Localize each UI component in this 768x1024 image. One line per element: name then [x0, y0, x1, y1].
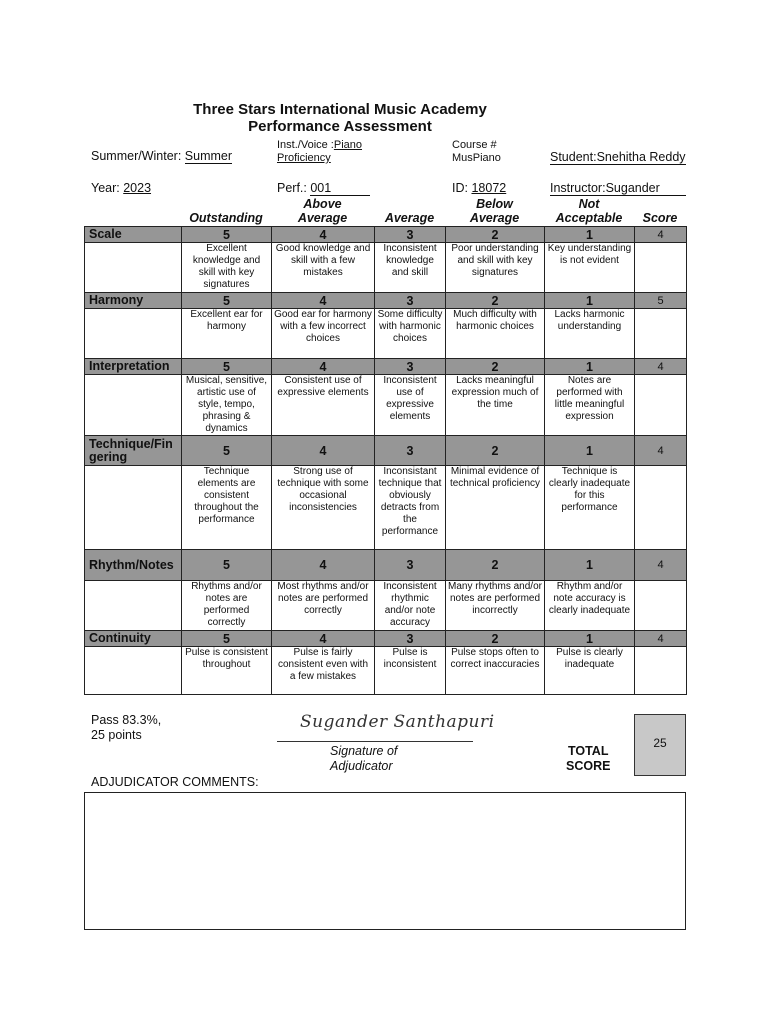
descriptor-below-average: Pulse stops often to correct inaccuracies — [446, 647, 545, 695]
descriptor-average: Pulse is inconsistent — [375, 647, 446, 695]
year-label: Year: — [91, 181, 120, 195]
score-blank — [635, 309, 687, 359]
score-blank — [635, 647, 687, 695]
col-score: Score — [642, 211, 678, 225]
descriptor-below-average: Lacks meaningful expression much of the time — [446, 375, 545, 436]
descriptor-average: Inconsistent knowledge and skill — [375, 243, 446, 293]
student-label: Student: — [550, 150, 597, 164]
points-3: 3 — [375, 227, 446, 243]
course-field — [452, 139, 501, 165]
page-title: Three Stars International Music Academy — [193, 101, 487, 118]
col-outstanding: Outstanding — [189, 211, 263, 225]
score-blank — [635, 243, 687, 293]
result-summary — [91, 713, 161, 743]
points-1: 1 — [545, 550, 635, 581]
points-3: 3 — [375, 436, 446, 466]
points-4: 4 — [272, 436, 375, 466]
category-score: 4 — [635, 227, 687, 243]
instrument-field — [277, 139, 427, 165]
student-field — [550, 150, 686, 165]
category-name: Rhythm/Notes — [85, 550, 182, 581]
category-score: 4 — [635, 359, 687, 375]
descriptor-not-acceptable: Notes are performed with little meaningful expression — [545, 375, 635, 436]
points-1: 1 — [545, 359, 635, 375]
year-value: 2023 — [123, 181, 152, 195]
points-3: 3 — [375, 550, 446, 581]
points-5: 5 — [182, 550, 272, 581]
points-2: 2 — [446, 227, 545, 243]
points-2: 2 — [446, 293, 545, 309]
descriptor-row — [85, 647, 687, 695]
category-row — [85, 550, 687, 581]
total-score-value: 25 — [653, 736, 667, 750]
result-points: 25 points — [91, 728, 142, 742]
signature-line — [277, 741, 473, 742]
descriptor-outstanding: Technique elements are consistent throughout the performance — [182, 466, 272, 550]
category-name: Continuity — [85, 631, 182, 647]
descriptor-blank — [85, 243, 182, 293]
points-4: 4 — [272, 293, 375, 309]
descriptor-above-average: Pulse is fairly consistent even with a few mistakes — [272, 647, 375, 695]
category-row — [85, 631, 687, 647]
season-field — [91, 149, 232, 163]
descriptor-average: Some difficulty with harmonic choices — [375, 309, 446, 359]
descriptor-outstanding: Excellent knowledge and skill with key signatures — [182, 243, 272, 293]
points-1: 1 — [545, 293, 635, 309]
points-4: 4 — [272, 227, 375, 243]
points-4: 4 — [272, 550, 375, 581]
points-4: 4 — [272, 631, 375, 647]
descriptor-row — [85, 243, 687, 293]
comments-text — [85, 793, 685, 801]
descriptor-row — [85, 581, 687, 631]
descriptor-not-acceptable: Technique is clearly inadequate for this performance — [545, 466, 635, 550]
total-score-box — [634, 714, 686, 776]
score-blank — [635, 581, 687, 631]
descriptor-row — [85, 375, 687, 436]
points-2: 2 — [446, 631, 545, 647]
perf-label: Perf.: — [277, 181, 307, 195]
descriptor-not-acceptable: Key understanding is not evident — [545, 243, 635, 293]
category-name: Technique/Fingering — [85, 436, 182, 466]
season-label: Summer/Winter: — [91, 149, 182, 163]
instrument-value-1: Piano — [333, 139, 363, 151]
descriptor-blank — [85, 466, 182, 550]
descriptor-row — [85, 466, 687, 550]
points-5: 5 — [182, 436, 272, 466]
perf-field — [277, 181, 370, 196]
score-blank — [635, 466, 687, 550]
descriptor-not-acceptable: Pulse is clearly inadequate — [545, 647, 635, 695]
points-2: 2 — [446, 436, 545, 466]
instrument-value-2: Proficiency — [277, 152, 331, 164]
result-percent: Pass 83.3%, — [91, 713, 162, 727]
descriptor-below-average: Minimal evidence of technical proficiency — [446, 466, 545, 550]
instructor-field — [550, 181, 686, 196]
col-above-average: Above Average — [297, 197, 348, 225]
descriptor-outstanding: Rhythms and/or notes are performed correctly — [182, 581, 272, 631]
instructor-label: Instructor: — [550, 181, 606, 195]
id-field — [452, 181, 506, 195]
id-label: ID: — [452, 181, 468, 195]
points-3: 3 — [375, 359, 446, 375]
col-average: Average — [384, 211, 435, 225]
descriptor-above-average: Consistent use of expressive elements — [272, 375, 375, 436]
descriptor-row — [85, 309, 687, 359]
category-row — [85, 359, 687, 375]
descriptor-blank — [85, 647, 182, 695]
points-1: 1 — [545, 436, 635, 466]
points-3: 3 — [375, 293, 446, 309]
descriptor-average: Inconsistent rhythmic and/or note accuracy — [375, 581, 446, 631]
descriptor-outstanding: Musical, sensitive, artistic use of style, tempo, phrasing & dynamics — [182, 375, 272, 436]
col-below-average: Below Average — [469, 197, 520, 225]
instrument-label: Inst./Voice : — [277, 139, 334, 151]
signature-caption: Signature of Adjudicator — [330, 744, 398, 773]
category-row — [85, 227, 687, 243]
points-2: 2 — [446, 550, 545, 581]
season-value: Summer — [184, 149, 233, 163]
category-score: 4 — [635, 436, 687, 466]
descriptor-above-average: Most rhythms and/or notes are performed correctly — [272, 581, 375, 631]
category-score: 4 — [635, 550, 687, 581]
total-score-label: TOTAL SCORE — [566, 744, 611, 773]
year-field — [91, 181, 151, 195]
comments-box[interactable] — [84, 792, 686, 930]
descriptor-blank — [85, 375, 182, 436]
descriptor-not-acceptable: Rhythm and/or note accuracy is clearly inadequate — [545, 581, 635, 631]
points-4: 4 — [272, 359, 375, 375]
points-3: 3 — [375, 631, 446, 647]
descriptor-below-average: Much difficulty with harmonic choices — [446, 309, 545, 359]
points-5: 5 — [182, 227, 272, 243]
descriptor-below-average: Poor understanding and skill with key signatures — [446, 243, 545, 293]
descriptor-outstanding: Excellent ear for harmony — [182, 309, 272, 359]
category-score: 4 — [635, 631, 687, 647]
points-2: 2 — [446, 359, 545, 375]
id-value: 18072 — [471, 181, 507, 195]
category-row — [85, 436, 687, 466]
rubric-table — [84, 226, 687, 695]
descriptor-blank — [85, 581, 182, 631]
descriptor-below-average: Many rhythms and/or notes are performed incorrectly — [446, 581, 545, 631]
category-name: Scale — [85, 227, 182, 243]
points-1: 1 — [545, 631, 635, 647]
score-blank — [635, 375, 687, 436]
points-5: 5 — [182, 631, 272, 647]
comments-label: ADJUDICATOR COMMENTS: — [91, 775, 259, 789]
descriptor-average: Inconsistent use of expressive elements — [375, 375, 446, 436]
instructor-value: Sugander — [605, 181, 660, 195]
descriptor-outstanding: Pulse is consistent throughout — [182, 647, 272, 695]
descriptor-above-average: Good knowledge and skill with a few mistakes — [272, 243, 375, 293]
category-row — [85, 293, 687, 309]
descriptor-blank — [85, 309, 182, 359]
points-1: 1 — [545, 227, 635, 243]
course-value: MusPiano — [452, 152, 501, 164]
descriptor-above-average: Strong use of technique with some occasional inconsistencies — [272, 466, 375, 550]
points-5: 5 — [182, 359, 272, 375]
descriptor-average: Inconsistant technique that obviously detracts from the performance — [375, 466, 446, 550]
perf-value: 001 — [310, 181, 370, 196]
category-name: Interpretation — [85, 359, 182, 375]
adjudicator-signature: Sugander Santhapuri — [300, 712, 495, 732]
descriptor-above-average: Good ear for harmony with a few incorrect choices — [272, 309, 375, 359]
descriptor-not-acceptable: Lacks harmonic understanding — [545, 309, 635, 359]
course-label: Course # — [452, 139, 497, 151]
col-not-acceptable: Not Acceptable — [555, 197, 623, 225]
points-5: 5 — [182, 293, 272, 309]
category-name: Harmony — [85, 293, 182, 309]
student-value: Snehitha Reddy — [596, 150, 686, 164]
page-subtitle: Performance Assessment — [248, 118, 432, 135]
category-score: 5 — [635, 293, 687, 309]
